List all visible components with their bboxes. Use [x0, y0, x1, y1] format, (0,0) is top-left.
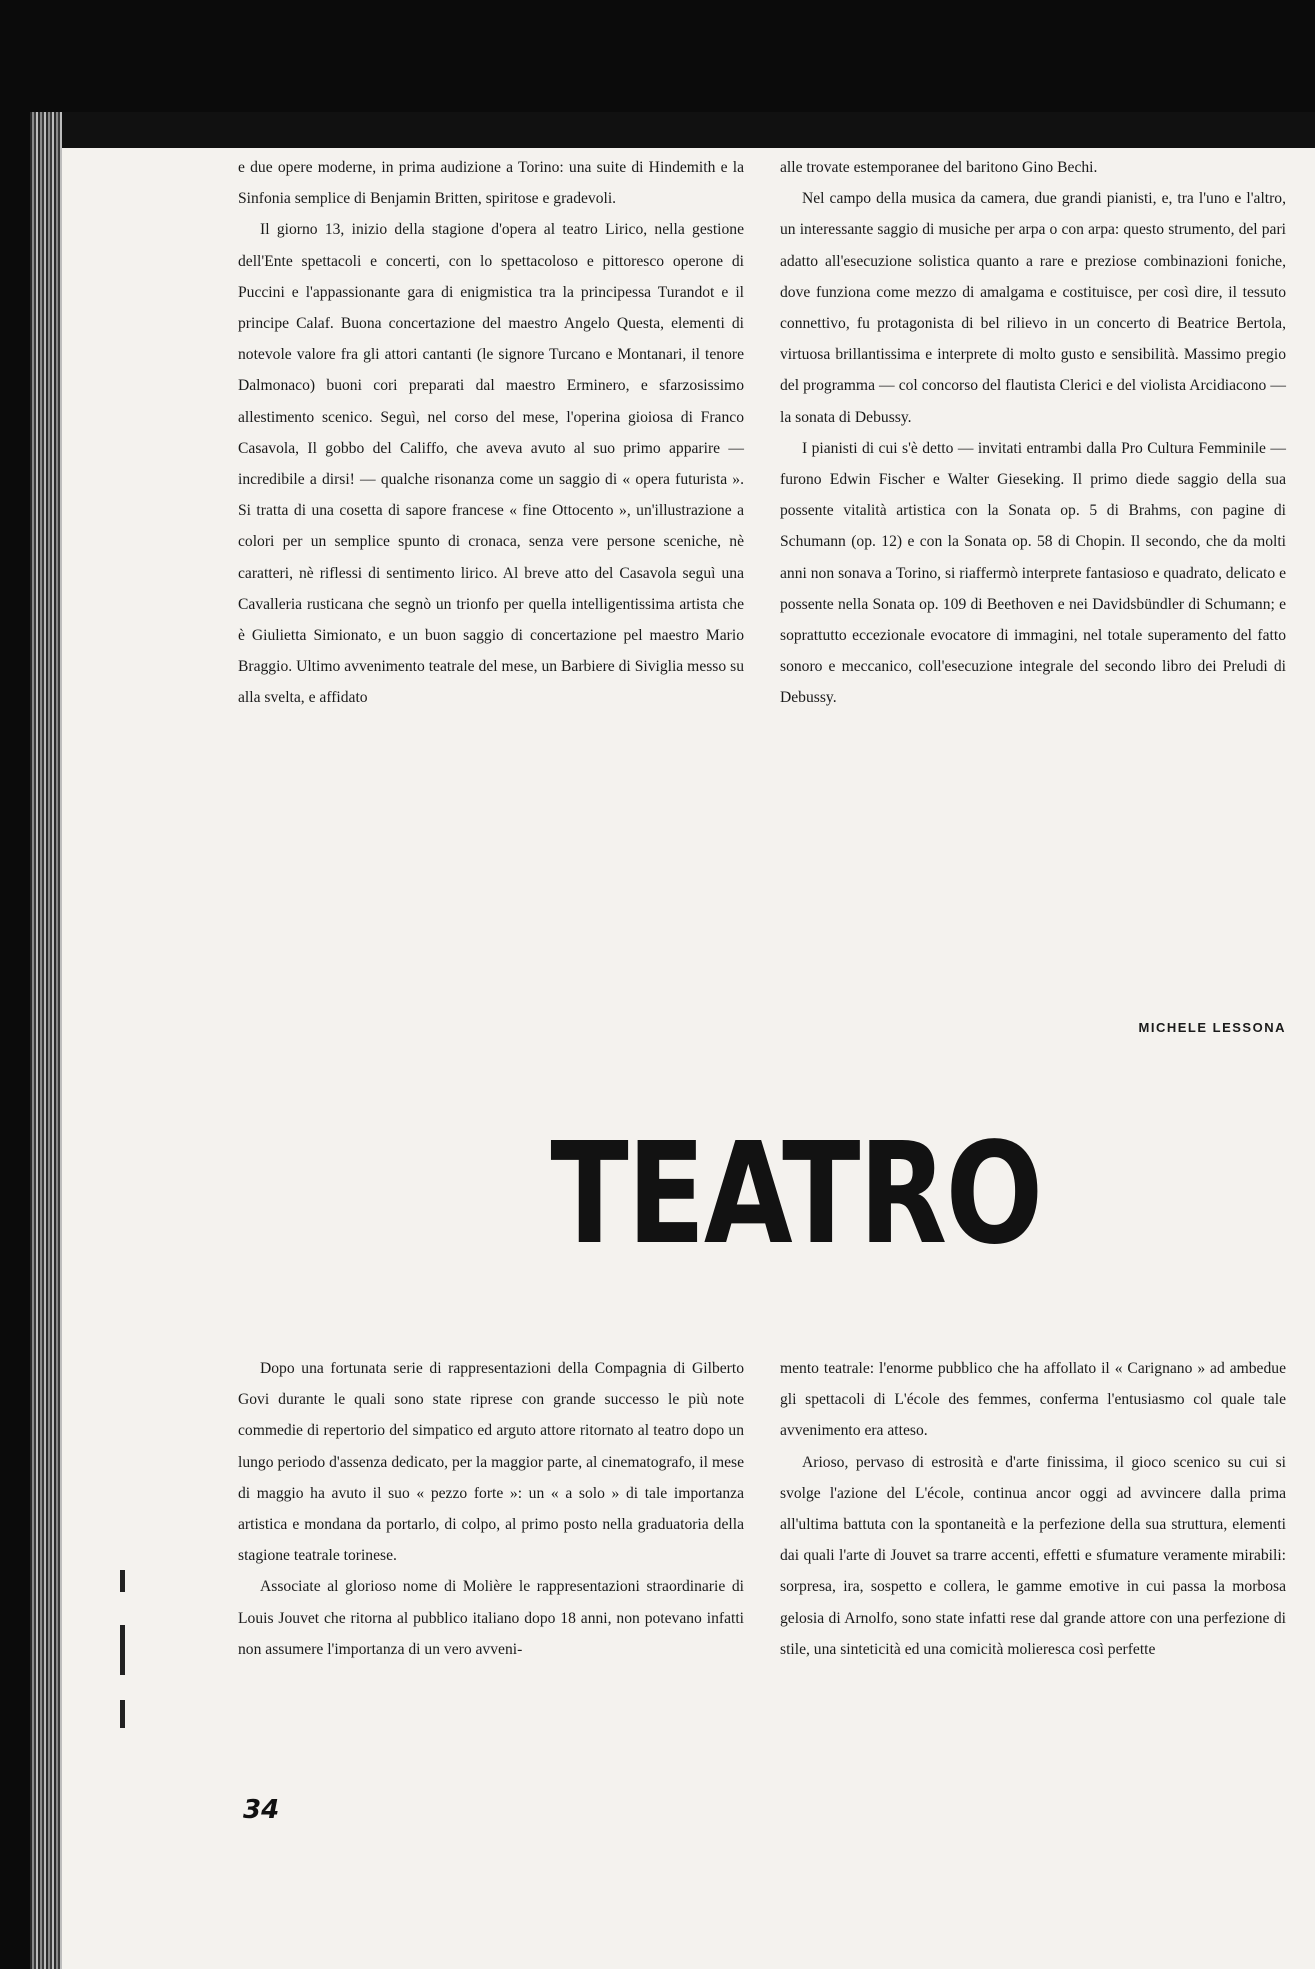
theatre-review-right-column — [780, 1353, 1286, 1665]
author-signature: MICHELE LESSONA — [1138, 1020, 1286, 1035]
paragraph: Il giorno 13, inizio della stagione d'opera al teatro Lirico, nella gestione dell'Ente spettacoli e concerti, con lo spettacoloso e pittoresco operone di Puccini e l'appassionante gara di enigmistica tra la principessa Turandot e il principe Calaf. Buona concertazione del maestro Angelo Questa, elementi di notevole valore fra gli attori cantanti (le signore Turcano e Montanari, il tenore Dalmonaco) buoni cori preparati dal maestro Erminero, e sfarzosissimo allestimento scenico. Seguì, nel corso del mese, l'operina gioiosa di Franco Casavola, Il gobbo del Califfo, che aveva avuto al suo primo apparire — incredibile a dirsi! — qualche risonanza come un saggio di « opera futurista ». Si tratta di una cosetta di sapore francese « fine Ottocento », un'illustrazione a colori per un semplice spunto di cronaca, senza vere persone sceniche, nè caratteri, nè riflessi di sentimento lirico. Al breve atto del Casavola seguì una Cavalleria rusticana che segnò un trionfo per quella intelligentissima artista che è Giulietta Simionato, e un buon saggio di concertazione pel maestro Mario Braggio. Ultimo avvenimento teatrale del mese, un Barbiere di Siviglia messo su alla svelta, e affidato — [238, 221, 744, 707]
music-review-left-column — [238, 152, 744, 714]
scan-shadow-band — [62, 112, 1315, 148]
margin-mark — [120, 1625, 125, 1675]
paragraph: Arioso, pervaso di estrosità e d'arte finissima, il gioco scenico su cui si svolge l'azione del L'école, continua ancor oggi ad avvincere dalla prima all'ultima battuta con la spontaneità e la perfezione della sua struttura, elementi dai quali l'arte di Jouvet sa trarre accenti, effetti e sfumature veramente mirabili: sorpresa, ira, sospetto e collera, le gamme emotive in cui passa la morbosa gelosia di Arnolfo, sono state infatti rese dal grande attore con una perfezione di stile, una sinteticità ed una comicità molieresca così perfette — [780, 1453, 1286, 1658]
margin-mark — [120, 1700, 125, 1728]
page-number: 34 — [243, 1795, 280, 1825]
paragraph: Nel campo della musica da camera, due grandi pianisti, e, tra l'uno e l'altro, un interessante saggio di musiche per arpa o con arpa: questo strumento, del pari adatto all'esecuzione solistica quanto a rare e preziose combinazioni foniche, dove funziona come mezzo di amalgama e costituisce, per così dire, il tessuto connettivo, fu protagonista di bel rilievo in un concerto di Beatrice Bertola, virtuosa brillantissima e interprete di molto gusto e sensibilità. Massimo pregio del programma — col concorso del flautista Clerici e del violista Arcidiacono — la sonata di Debussy. — [780, 190, 1286, 426]
music-review-right-column — [780, 152, 1286, 714]
paragraph: Associate al glorioso nome di Molière le rappresentazioni straordinarie di Louis Jouvet che ritorna al pubblico italiano dopo 18 anni, non potevano infatti non assumere l'importanza di un vero avveni- — [238, 1578, 744, 1658]
scan-border-top — [0, 0, 1315, 112]
paragraph: e due opere moderne, in prima audizione a Torino: una suite di Hindemith e la Sinfonia semplice di Benjamin Britten, spiritose e gradevoli. — [238, 159, 744, 208]
paragraph: alle trovate estemporanee del baritono Gino Bechi. — [780, 159, 1098, 176]
theatre-review-left-column — [238, 1353, 744, 1665]
paragraph: I pianisti di cui s'è detto — invitati entrambi dalla Pro Cultura Femminile — furono Edwin Fischer e Walter Gieseking. Il primo diede saggio della sua possente vitalità artistica con la Sonata op. 5 di Brahms, con pagine di Schumann (op. 12) e con la Sonata op. 58 di Chopin. Il secondo, che da molti anni non sonava a Torino, si riaffermò interprete fantasioso e quadrato, delicato e possente nella Sonata op. 109 di Beethoven e nei Davidsbündler di Schumann; e soprattutto eccezionale evocatore di immagini, nel totale superamento del fatto sonoro e meccanico, coll'esecuzione integrale del secondo libro dei Preludi di Debussy. — [780, 439, 1286, 707]
paragraph: Dopo una fortunata serie di rappresentazioni della Compagnia di Gilberto Govi durante le quali sono state riprese con grande successo le più note commedie di repertorio del simpatico ed arguto attore ritornato al teatro dopo un lungo periodo d'assenza dedicato, per la maggior parte, al cinematografo, il mese di maggio ha avuto il suo « pezzo forte »: un « a solo » di tale importanza artistica e mondana da portarlo, di colpo, al primo posto nella graduatoria della stagione teatrale torinese. — [238, 1360, 744, 1565]
margin-mark — [120, 1570, 125, 1592]
section-title: TEATRO — [550, 1113, 1042, 1276]
scan-border-left — [0, 0, 30, 1969]
paragraph: mento teatrale: l'enorme pubblico che ha affollato il « Carignano » ad ambedue gli spettacoli di L'école des femmes, conferma l'entusiasmo col quale tale avvenimento era atteso. — [780, 1360, 1286, 1440]
